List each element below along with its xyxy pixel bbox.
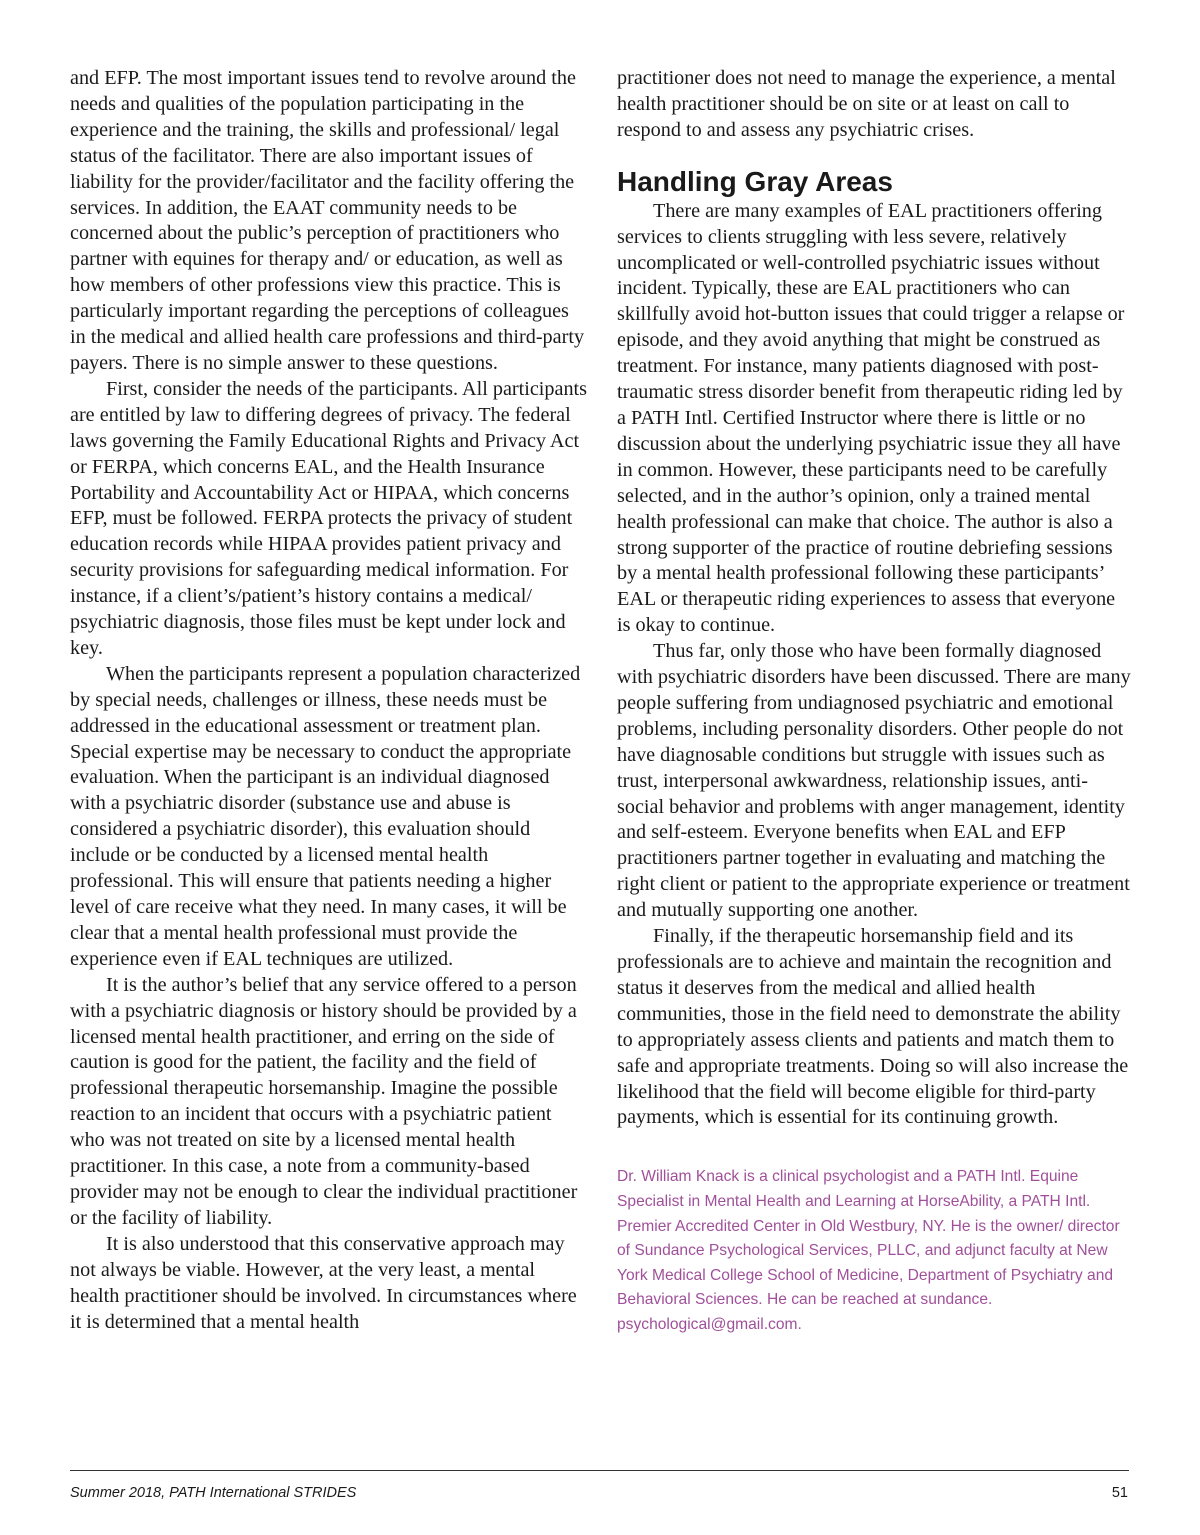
body-paragraph: First, consider the needs of the participants. All participants are entitled by law to differing degrees of privacy. The federal laws governing the Family Educational Rights and Privacy Act or FERPA, which concerns EAL, and the Health Insurance Portability and Accountability Act or HIPAA, which concerns EFP, must be followed. FERPA protects the privacy of student education records while HIPAA provides patient privacy and security provisions for safeguarding medical information. For instance, if a client’s/patient’s history contains a medical/ psychiatric diagnosis, those files must be kept under lock and key. [70,377,588,659]
body-paragraph: It is also understood that this conservative approach may not always be viable. However, at the very least, a mental health practitioner should be involved. In circumstances where it is determined that a mental health [70,1232,577,1333]
body-paragraph: When the participants represent a population characterized by special needs, challenges or illness, these needs must be addressed in the educational assessment or treatment plan. Special expertise may be necessary to conduct the appropriate evaluation. When the participant is an individual diagnosed with a psychiatric disorder (substance use and abuse is considered a psychiatric disorder), this evaluation should include or be conducted by a licensed mental health professional. This will ensure that patients needing a higher level of care receive what they need. In many cases, it will be clear that a mental health professional must provide the experience even if EAL techniques are utilized. [70,662,581,970]
body-paragraph: There are many examples of EAL practitioners offering services to clients struggling with less severe, relatively uncomplicated or well-controlled psychiatric issues without incident. Typically, these are EAL practitioners who can skillfully avoid hot-button issues that could trigger a relapse or episode, and they avoid anything that might be construed as treatment. For instance, many patients diagnosed with post-traumatic stress disorder benefit from therapeutic riding led by a PATH Intl. Certified Instructor where there is little or no discussion about the underlying psychiatric issue they all have in common. However, these participants need to be carefully selected, and in the author’s opinion, only a trained mental health professional can make that choice. The author is also a strong supporter of the practice of routine debriefing sessions by a mental health professional following these participants’ EAL or therapeutic riding experiences to assess that everyone is okay to continue. [617,199,1125,637]
footer-publication: Summer 2018, PATH International STRIDES [70,1485,357,1501]
body-paragraph: Finally, if the therapeutic horsemanship field and its professionals are to achieve and maintain the recognition and status it deserves from the medical and allied health communities, those in the field need to demonstrate the ability to appropriately assess clients and patients and match them to safe and appropriate treatments. Doing so will also increase the likelihood that the field will become eligible for third-party payments, which is essential for its continuing growth. [617,925,1129,1129]
right-column [617,66,1131,1338]
body-paragraph: It is the author’s belief that any service offered to a person with a psychiatric diagnosis or history should be provided by a licensed mental health practitioner, and erring on the side of caution is good for the patient, the facility and the field of professional therapeutic horsemanship. Imagine the possible reaction to an incident that occurs with a psychiatric patient who was not treated on site by a licensed mental health practitioner. In this case, a note from a community-based provider may not be enough to clear the individual practitioner or the facility of liability. [70,973,578,1229]
section-heading: Handling Gray Areas [617,165,893,197]
body-paragraph: practitioner does not need to manage the experience, a mental health practitioner should be on site or at least on call to respond to and assess any psychiatric crises. [617,67,1116,141]
author-bio: Dr. William Knack is a clinical psychologist and a PATH Intl. Equine Specialist in Mental Health and Learning at HorseAbility, a PATH Intl. Premier Accredited Center in Old Westbury, NY. He is the owner/ director of Sundance Psychological Services, PLLC, and adjunct faculty at New York Medical College School of Medicine, Department of Psychiatry and Behavioral Sciences. He can be reached at sundance. psychological@gmail.com. [617,1168,1120,1333]
left-column [70,66,588,1335]
body-paragraph: Thus far, only those who have been formally diagnosed with psychiatric disorders have been discussed. There are many people suffering from undiagnosed psychiatric and emotional problems, including personality disorders. Other people do not have diagnosable conditions but struggle with issues such as trust, interpersonal awkwardness, relationship issues, anti-social behavior and problems with anger management, identity and self-esteem. Everyone benefits when EAL and EFP practitioners partner together in evaluating and matching the right client or patient to the appropriate experience or treatment and mutually supporting one another. [617,640,1131,922]
footer-divider [70,1470,1129,1471]
page-number: 51 [1111,1485,1128,1501]
body-paragraph: and EFP. The most important issues tend to revolve around the needs and qualities of the population participating in the experience and the training, the skills and professional/ legal status of the facilitator. There are also important issues of liability for the provider/facilitator and the facility offering the services. In addition, the EAAT community needs to be concerned about the public’s perception of practitioners who partner with equines for therapy and/ or education, as well as how members of other professions view this practice. This is particularly important regarding the perceptions of colleagues in the medical and allied health care professions and third-party payers. There is no simple answer to these questions. [70,67,585,374]
